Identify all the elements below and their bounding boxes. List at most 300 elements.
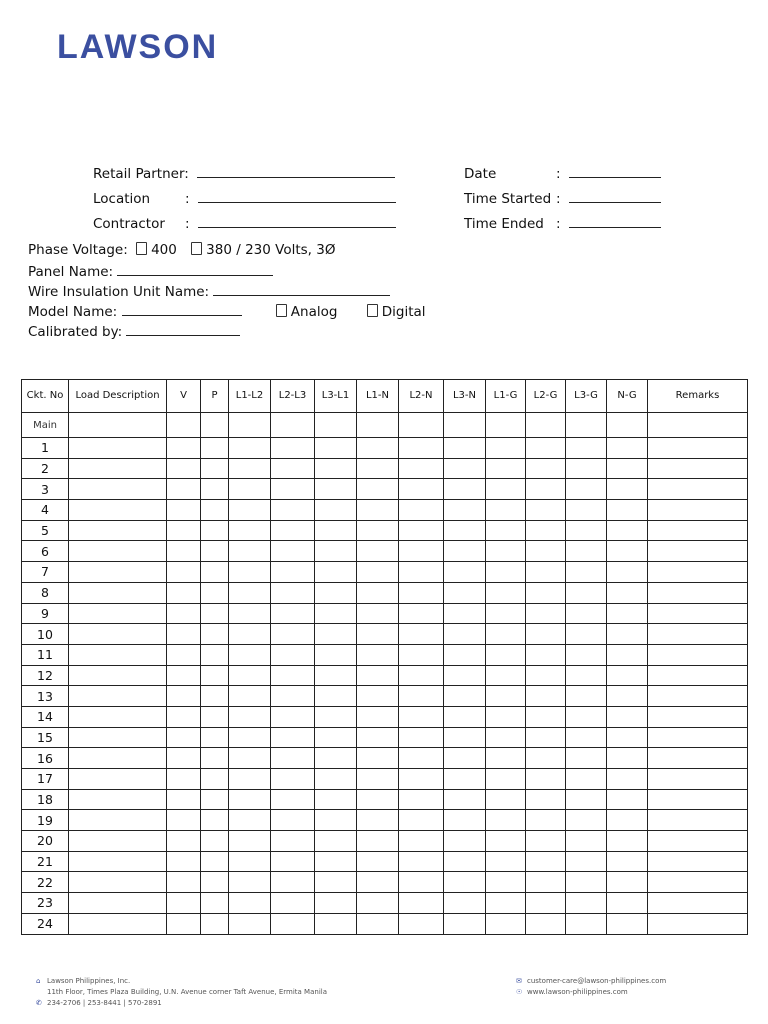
table-cell[interactable] [444,624,486,645]
table-cell[interactable] [648,541,748,562]
table-cell[interactable] [201,706,229,727]
table-cell[interactable] [271,872,315,893]
table-cell[interactable] [526,913,566,934]
table-cell[interactable] [566,413,607,438]
table-cell[interactable] [201,665,229,686]
table-cell[interactable] [315,562,357,583]
table-cell[interactable] [566,582,607,603]
table-cell[interactable] [486,624,526,645]
table-cell[interactable] [167,644,201,665]
table-cell[interactable] [526,851,566,872]
table-cell[interactable] [229,769,271,790]
table-cell[interactable] [167,893,201,914]
table-cell[interactable] [607,562,648,583]
table-cell[interactable] [229,686,271,707]
table-cell[interactable] [526,769,566,790]
table-cell[interactable] [201,748,229,769]
table-cell[interactable] [229,644,271,665]
table-cell[interactable] [271,479,315,500]
table-cell[interactable] [526,479,566,500]
table-cell[interactable] [271,500,315,521]
table-cell[interactable] [399,727,444,748]
table-cell[interactable] [201,438,229,459]
table-cell[interactable] [444,520,486,541]
table-cell[interactable] [357,706,399,727]
table-cell[interactable] [566,727,607,748]
table-cell[interactable] [229,479,271,500]
table-cell[interactable] [271,810,315,831]
table-cell[interactable] [167,582,201,603]
table-cell[interactable] [201,562,229,583]
table-cell[interactable] [271,851,315,872]
table-cell[interactable] [271,706,315,727]
table-cell[interactable] [69,769,167,790]
time-ended-input[interactable] [569,215,661,228]
table-cell[interactable] [357,413,399,438]
table-cell[interactable] [357,872,399,893]
table-cell[interactable] [526,458,566,479]
table-cell[interactable] [229,562,271,583]
table-cell[interactable] [69,913,167,934]
table-cell[interactable] [566,479,607,500]
table-cell[interactable] [607,913,648,934]
table-cell[interactable] [607,872,648,893]
table-cell[interactable] [357,603,399,624]
table-cell[interactable] [399,706,444,727]
date-input[interactable] [569,165,661,178]
table-cell[interactable] [526,582,566,603]
table-cell[interactable] [315,727,357,748]
table-cell[interactable] [167,665,201,686]
table-cell[interactable] [526,831,566,852]
table-cell[interactable] [566,624,607,645]
wire-insulation-input[interactable] [213,283,390,296]
table-cell[interactable] [271,789,315,810]
table-cell[interactable] [444,458,486,479]
table-cell[interactable] [69,458,167,479]
table-cell[interactable] [271,769,315,790]
table-cell[interactable] [566,913,607,934]
table-cell[interactable] [271,582,315,603]
table-cell[interactable] [315,831,357,852]
table-cell[interactable] [566,810,607,831]
table-cell[interactable] [271,644,315,665]
table-cell[interactable] [566,769,607,790]
table-cell[interactable] [648,520,748,541]
table-cell[interactable] [357,624,399,645]
table-cell[interactable] [201,913,229,934]
table-cell[interactable] [566,872,607,893]
table-cell[interactable] [607,541,648,562]
table-cell[interactable] [315,893,357,914]
table-cell[interactable] [201,872,229,893]
table-cell[interactable] [444,541,486,562]
table-cell[interactable] [201,893,229,914]
table-cell[interactable] [201,413,229,438]
table-cell[interactable] [444,644,486,665]
table-cell[interactable] [201,727,229,748]
table-cell[interactable] [69,893,167,914]
table-cell[interactable] [69,706,167,727]
table-cell[interactable] [526,665,566,686]
table-cell[interactable] [566,603,607,624]
table-cell[interactable] [607,831,648,852]
table-cell[interactable] [648,727,748,748]
table-cell[interactable] [526,644,566,665]
table-cell[interactable] [399,562,444,583]
table-cell[interactable] [271,438,315,459]
table-cell[interactable] [167,458,201,479]
table-cell[interactable] [315,665,357,686]
table-cell[interactable] [566,893,607,914]
table-cell[interactable] [357,686,399,707]
table-cell[interactable] [607,624,648,645]
checkbox-400[interactable] [136,242,147,255]
table-cell[interactable] [315,500,357,521]
table-cell[interactable] [357,479,399,500]
table-cell[interactable] [486,562,526,583]
retail-partner-input[interactable] [197,165,395,178]
table-cell[interactable] [444,872,486,893]
table-cell[interactable] [444,851,486,872]
table-cell[interactable] [167,479,201,500]
table-cell[interactable] [526,686,566,707]
table-cell[interactable] [69,851,167,872]
table-cell[interactable] [607,727,648,748]
table-cell[interactable] [315,872,357,893]
table-cell[interactable] [648,582,748,603]
table-cell[interactable] [167,810,201,831]
table-cell[interactable] [271,520,315,541]
table-cell[interactable] [399,413,444,438]
table-cell[interactable] [69,562,167,583]
table-cell[interactable] [229,789,271,810]
table-cell[interactable] [607,769,648,790]
table-cell[interactable] [648,458,748,479]
table-cell[interactable] [607,665,648,686]
table-cell[interactable] [167,562,201,583]
table-cell[interactable] [566,520,607,541]
table-cell[interactable] [526,520,566,541]
table-cell[interactable] [648,810,748,831]
table-cell[interactable] [201,500,229,521]
table-cell[interactable] [399,893,444,914]
table-cell[interactable] [399,810,444,831]
table-cell[interactable] [486,831,526,852]
table-cell[interactable] [229,831,271,852]
table-cell[interactable] [69,500,167,521]
table-cell[interactable] [566,665,607,686]
table-cell[interactable] [607,748,648,769]
table-cell[interactable] [69,438,167,459]
table-cell[interactable] [526,603,566,624]
table-cell[interactable] [167,686,201,707]
table-cell[interactable] [399,541,444,562]
table-cell[interactable] [201,603,229,624]
table-cell[interactable] [607,582,648,603]
table-cell[interactable] [399,603,444,624]
table-cell[interactable] [167,748,201,769]
table-cell[interactable] [486,479,526,500]
table-cell[interactable] [357,851,399,872]
table-cell[interactable] [399,458,444,479]
table-cell[interactable] [526,413,566,438]
table-cell[interactable] [566,831,607,852]
table-cell[interactable] [486,872,526,893]
table-cell[interactable] [69,413,167,438]
table-cell[interactable] [167,520,201,541]
table-cell[interactable] [357,810,399,831]
calibrated-by-input[interactable] [126,323,240,336]
table-cell[interactable] [607,644,648,665]
table-cell[interactable] [444,562,486,583]
table-cell[interactable] [444,706,486,727]
table-cell[interactable] [315,789,357,810]
table-cell[interactable] [648,665,748,686]
table-cell[interactable] [315,810,357,831]
table-cell[interactable] [486,541,526,562]
table-cell[interactable] [486,789,526,810]
table-cell[interactable] [167,624,201,645]
table-cell[interactable] [566,644,607,665]
footer-website[interactable]: www.lawson-philippines.com [527,988,628,996]
table-cell[interactable] [357,789,399,810]
table-cell[interactable] [607,520,648,541]
table-cell[interactable] [444,413,486,438]
table-cell[interactable] [229,748,271,769]
table-cell[interactable] [167,413,201,438]
table-cell[interactable] [69,603,167,624]
checkbox-380[interactable] [191,242,202,255]
table-cell[interactable] [444,479,486,500]
time-started-input[interactable] [569,190,661,203]
table-cell[interactable] [201,624,229,645]
table-cell[interactable] [444,582,486,603]
table-cell[interactable] [526,500,566,521]
table-cell[interactable] [229,458,271,479]
table-cell[interactable] [167,438,201,459]
table-cell[interactable] [229,413,271,438]
table-cell[interactable] [444,893,486,914]
table-cell[interactable] [271,562,315,583]
table-cell[interactable] [167,706,201,727]
table-cell[interactable] [444,686,486,707]
table-cell[interactable] [486,520,526,541]
table-cell[interactable] [399,624,444,645]
table-cell[interactable] [167,851,201,872]
table-cell[interactable] [444,438,486,459]
model-name-input[interactable] [122,303,242,316]
table-cell[interactable] [566,686,607,707]
table-cell[interactable] [648,872,748,893]
table-cell[interactable] [566,706,607,727]
table-cell[interactable] [167,769,201,790]
table-cell[interactable] [648,913,748,934]
table-cell[interactable] [69,831,167,852]
table-cell[interactable] [486,413,526,438]
table-cell[interactable] [69,582,167,603]
table-cell[interactable] [167,913,201,934]
table-cell[interactable] [357,727,399,748]
table-cell[interactable] [486,500,526,521]
table-cell[interactable] [315,706,357,727]
table-cell[interactable] [399,582,444,603]
table-cell[interactable] [201,686,229,707]
table-cell[interactable] [357,500,399,521]
checkbox-digital[interactable] [367,304,378,317]
table-cell[interactable] [357,913,399,934]
table-cell[interactable] [444,789,486,810]
table-cell[interactable] [444,500,486,521]
table-cell[interactable] [229,727,271,748]
table-cell[interactable] [486,686,526,707]
table-cell[interactable] [648,644,748,665]
table-cell[interactable] [357,520,399,541]
table-cell[interactable] [201,582,229,603]
table-cell[interactable] [357,562,399,583]
table-cell[interactable] [526,789,566,810]
table-cell[interactable] [486,458,526,479]
table-cell[interactable] [486,893,526,914]
table-cell[interactable] [271,603,315,624]
table-cell[interactable] [357,438,399,459]
table-cell[interactable] [607,706,648,727]
table-cell[interactable] [271,624,315,645]
table-cell[interactable] [315,769,357,790]
table-cell[interactable] [357,748,399,769]
table-cell[interactable] [271,413,315,438]
table-cell[interactable] [399,913,444,934]
table-cell[interactable] [648,851,748,872]
table-cell[interactable] [607,851,648,872]
table-cell[interactable] [69,665,167,686]
table-cell[interactable] [229,582,271,603]
table-cell[interactable] [486,582,526,603]
table-cell[interactable] [486,748,526,769]
table-cell[interactable] [648,624,748,645]
table-cell[interactable] [271,541,315,562]
table-cell[interactable] [201,541,229,562]
table-cell[interactable] [444,665,486,686]
table-cell[interactable] [526,872,566,893]
table-cell[interactable] [648,748,748,769]
panel-name-input[interactable] [117,263,273,276]
table-cell[interactable] [648,831,748,852]
table-cell[interactable] [271,458,315,479]
table-cell[interactable] [526,706,566,727]
table-cell[interactable] [167,727,201,748]
table-cell[interactable] [271,665,315,686]
table-cell[interactable] [315,582,357,603]
table-cell[interactable] [271,893,315,914]
table-cell[interactable] [444,603,486,624]
table-cell[interactable] [69,541,167,562]
table-cell[interactable] [399,769,444,790]
table-cell[interactable] [167,541,201,562]
table-cell[interactable] [607,458,648,479]
table-cell[interactable] [229,810,271,831]
table-cell[interactable] [357,893,399,914]
table-cell[interactable] [486,727,526,748]
table-cell[interactable] [566,500,607,521]
table-cell[interactable] [399,851,444,872]
table-cell[interactable] [399,644,444,665]
table-cell[interactable] [69,872,167,893]
table-cell[interactable] [167,500,201,521]
table-cell[interactable] [357,831,399,852]
table-cell[interactable] [607,686,648,707]
table-cell[interactable] [201,789,229,810]
table-cell[interactable] [566,789,607,810]
table-cell[interactable] [201,831,229,852]
table-cell[interactable] [201,458,229,479]
table-cell[interactable] [167,831,201,852]
table-cell[interactable] [315,541,357,562]
table-cell[interactable] [526,748,566,769]
table-cell[interactable] [486,665,526,686]
table-cell[interactable] [444,913,486,934]
table-cell[interactable] [271,748,315,769]
table-cell[interactable] [69,520,167,541]
table-cell[interactable] [357,644,399,665]
table-cell[interactable] [566,851,607,872]
table-cell[interactable] [399,520,444,541]
table-cell[interactable] [486,769,526,790]
table-cell[interactable] [357,769,399,790]
table-cell[interactable] [607,500,648,521]
table-cell[interactable] [566,458,607,479]
table-cell[interactable] [69,810,167,831]
table-cell[interactable] [201,851,229,872]
table-cell[interactable] [444,810,486,831]
table-cell[interactable] [526,810,566,831]
table-cell[interactable] [229,603,271,624]
table-cell[interactable] [399,831,444,852]
table-cell[interactable] [648,769,748,790]
table-cell[interactable] [229,706,271,727]
table-cell[interactable] [399,789,444,810]
table-cell[interactable] [526,893,566,914]
table-cell[interactable] [315,458,357,479]
table-cell[interactable] [229,438,271,459]
table-cell[interactable] [315,851,357,872]
table-cell[interactable] [566,438,607,459]
table-cell[interactable] [167,789,201,810]
table-cell[interactable] [315,913,357,934]
table-cell[interactable] [486,644,526,665]
table-cell[interactable] [566,562,607,583]
contractor-input[interactable] [198,215,396,228]
table-cell[interactable] [229,851,271,872]
table-cell[interactable] [315,479,357,500]
table-cell[interactable] [201,644,229,665]
table-cell[interactable] [315,413,357,438]
table-cell[interactable] [229,665,271,686]
table-cell[interactable] [69,686,167,707]
table-cell[interactable] [271,686,315,707]
table-cell[interactable] [648,438,748,459]
table-cell[interactable] [201,769,229,790]
table-cell[interactable] [607,479,648,500]
table-cell[interactable] [486,603,526,624]
table-cell[interactable] [315,520,357,541]
table-cell[interactable] [486,913,526,934]
table-cell[interactable] [648,603,748,624]
table-cell[interactable] [271,727,315,748]
table-cell[interactable] [566,748,607,769]
table-cell[interactable] [271,831,315,852]
table-cell[interactable] [69,644,167,665]
